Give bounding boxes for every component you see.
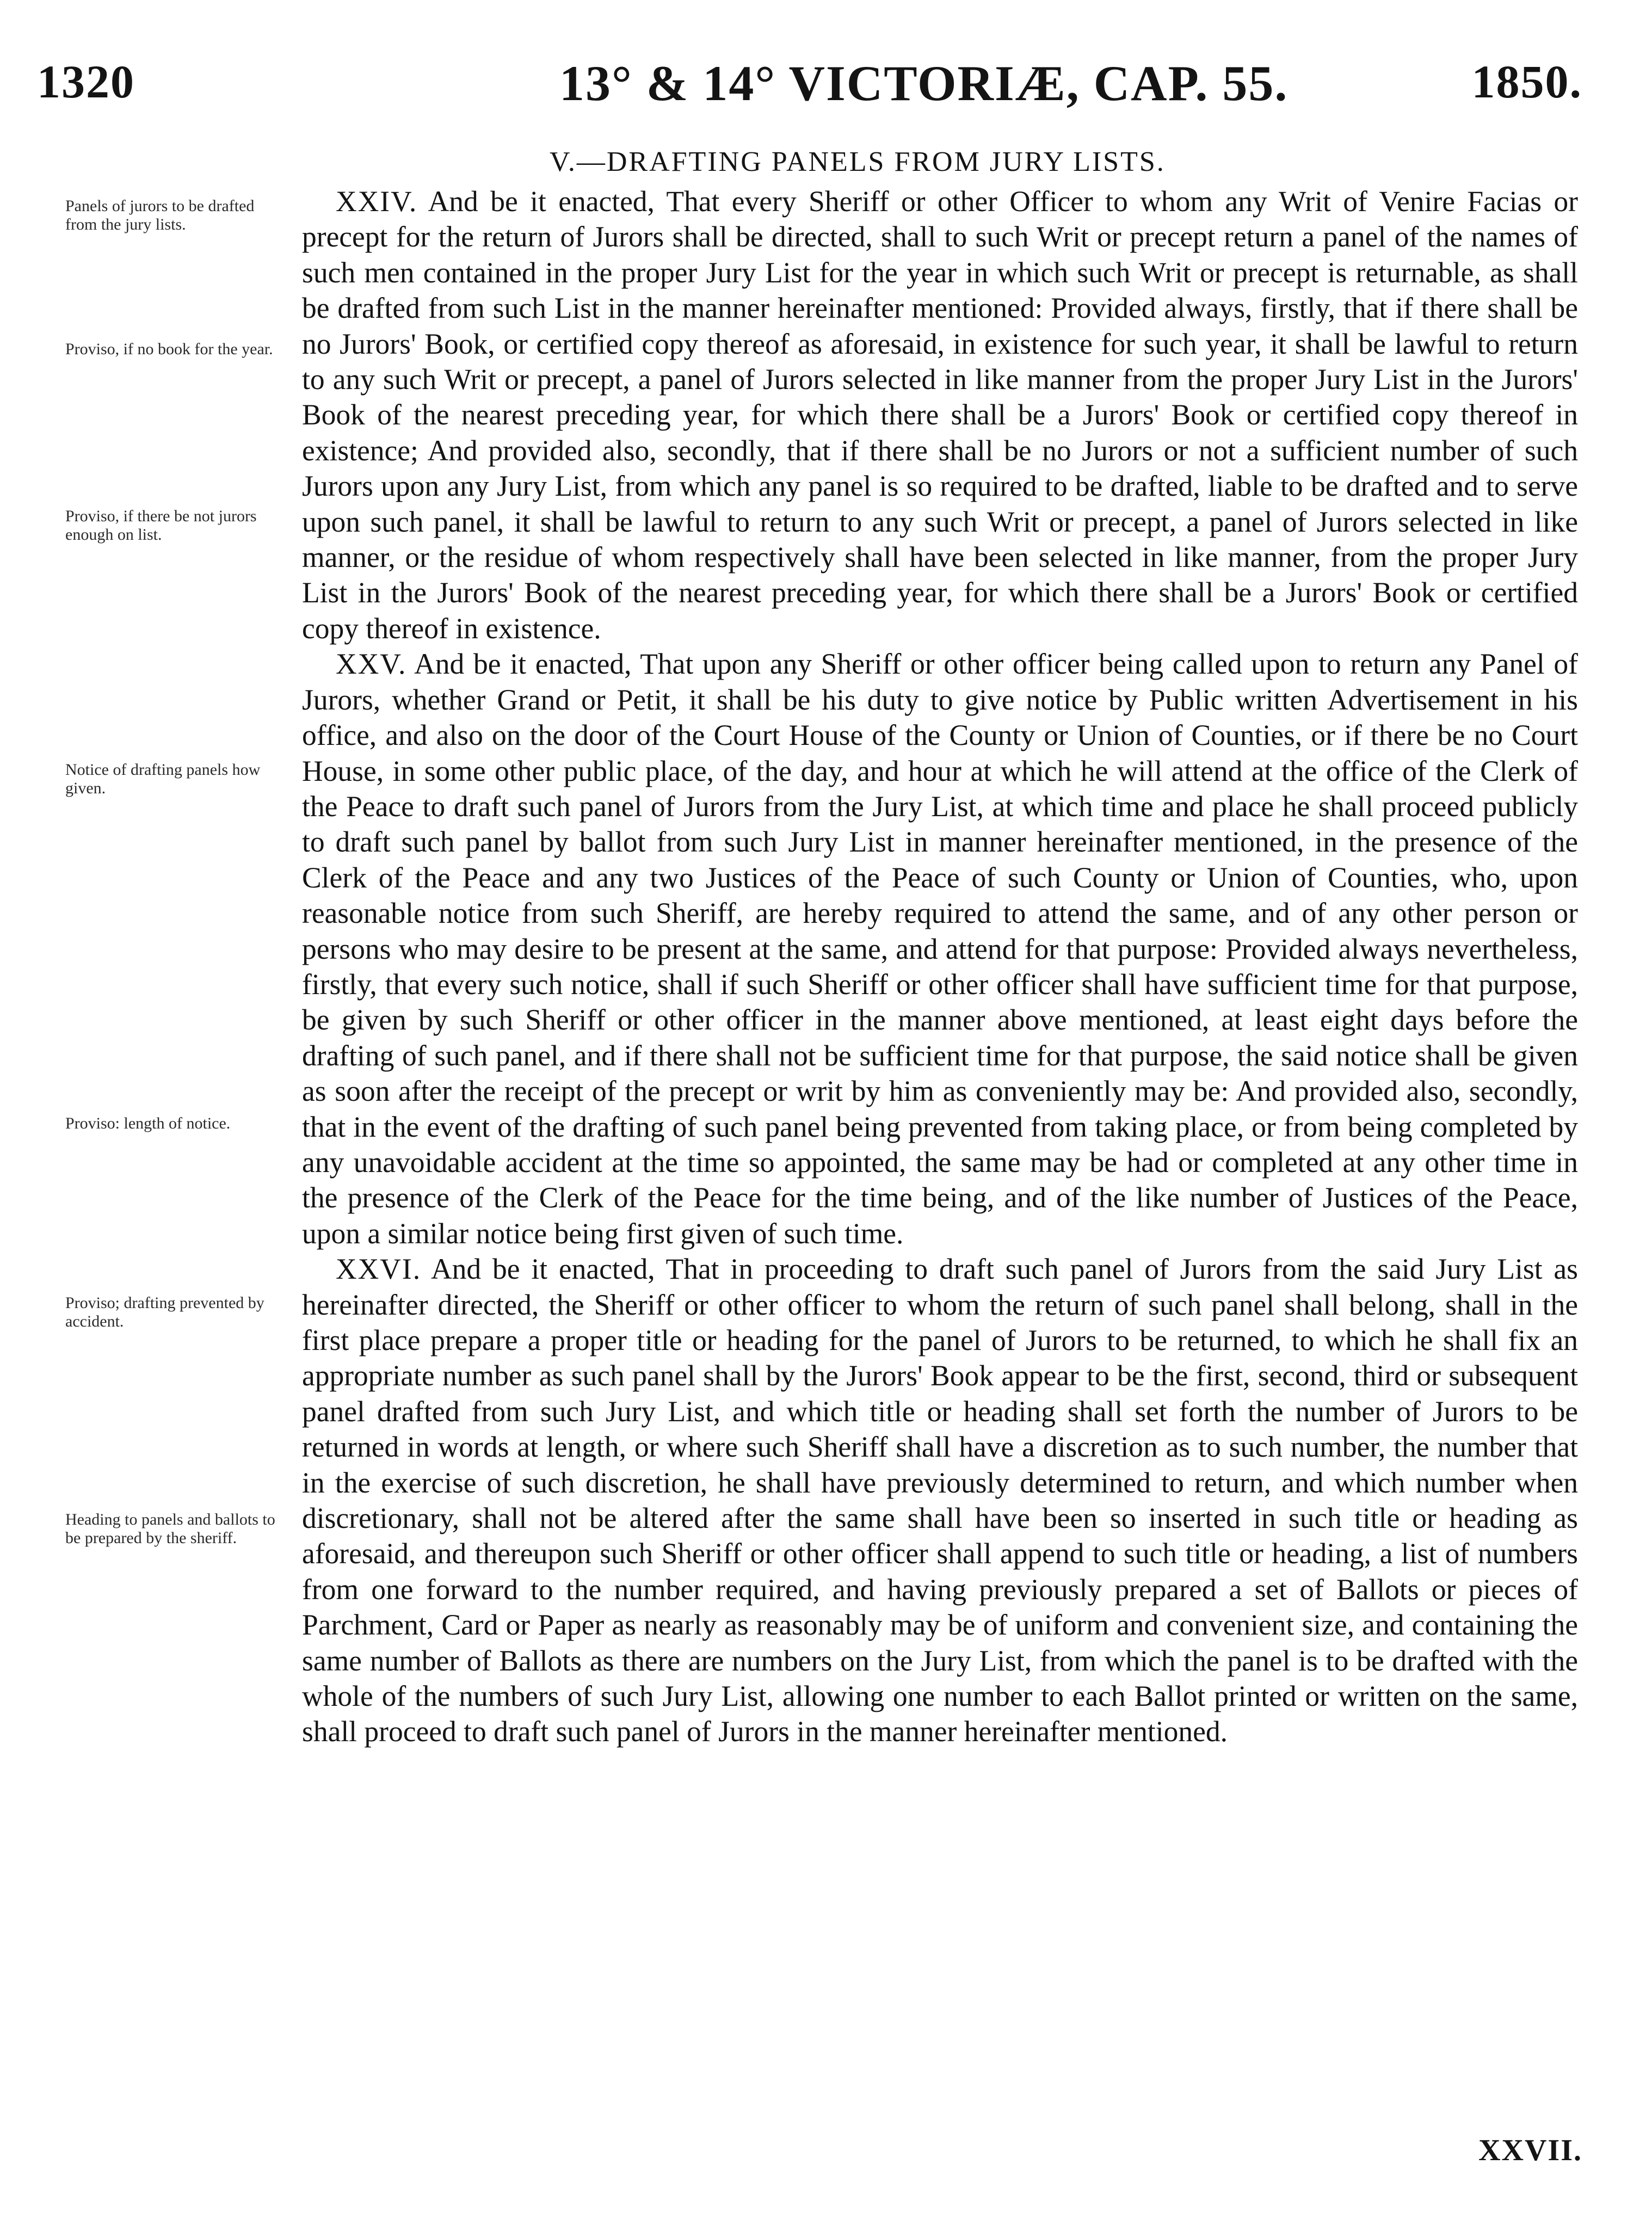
section-number: XXV. [336, 648, 407, 681]
margin-note-drafting-prevented: Proviso; drafting prevented by accident. [65, 1294, 264, 1330]
act-title: 13° & 14° VICTORIÆ, CAP. 55. [559, 56, 1289, 111]
section-paragraph [302, 646, 1578, 1251]
section-paragraph [302, 1251, 1578, 1750]
section-paragraph [302, 184, 1578, 646]
margin-note-no-book: Proviso, if no book for the year. [65, 340, 273, 358]
section-text: And be it enacted, That upon any Sheriff or other officer being called upon to return any Panel of Jurors, whether Grand or Petit, it shall be his duty to give notice by Public written Advertisement in his office, and also on the door of the Court House of the County or Union of Counties, or if there be no Court House, in some other public place, of the day, and hour at which he will attend at the office of the Clerk of the Peace to draft such panel of Jurors from the Jury List, at which time and place he shall proceed publicly to draft such panel by ballot from such Jury List in manner hereinafter mentioned, in the presence of the Clerk of the Peace and any two Justices of the Peace of such County or Union of Counties, who, upon reasonable notice from such Sheriff, are hereby required to attend the same, and of any other person or persons who may desire to be present at the same, and attend for that purpose: Provided always nevertheless, firstly, that every such notice, shall if such Sheriff or other officer shall have sufficient time for that purpose, be given by such Sheriff or other officer in the manner above mentioned, at least eight days before the drafting of such panel, and if there shall not be sufficient time for that purpose, the said notice shall be given as soon after the receipt of the precept or writ by him as conveniently may be: And provided also, secondly, that in the event of the drafting of such panel being prevented from taking place, or from being completed by any unavoidable accident at the time so appointed, the same may be had or completed at any other time in the presence of the Clerk of the Peace for the time being, and of the like number of Justices of the Peace, upon a similar notice being first given of such time. [302, 648, 1578, 1250]
year: 1850. [1471, 56, 1582, 108]
margin-note-length-of-notice: Proviso: length of notice. [65, 1114, 231, 1132]
section-number: XXVI. [336, 1253, 422, 1286]
catchword: XXVII. [1478, 2133, 1582, 2167]
section-text: And be it enacted, That in proceeding to draft such panel of Jurors from the said Jury List as hereinafter directed, the Sheriff or other officer to whom the return of such panel shall belong, shall in the first place prepare a proper title or heading for the panel of Jurors to be returned, to which he shall fix an appropriate number as such panel shall by the Jurors' Book appear to be the first, second, third or subsequent panel drafted from such Jury List, and which title or heading shall set forth the number of Jurors to be returned in words at length, or where such Sheriff shall have a discretion as to such number, the number that in the exercise of such discretion, he shall have previously determined to return, and which number when discretionary, shall not be altered after the same shall have been so inserted in such title or heading as aforesaid, and thereupon such Sheriff or other officer shall append to such title or heading, a list of numbers from one forward to the number required, and having previously prepared a set of Ballots or pieces of Parchment, Card or Paper as nearly as reasonably may be of uniform and convenient size, and containing the same number of Ballots as there are numbers on the Jury List, from which the panel is to be drafted with the whole of the numbers of such Jury List, allowing one number to each Ballot printed or written on the same, shall proceed to draft such panel of Jurors in the manner hereinafter mentioned. [302, 1253, 1578, 1748]
page-number: 1320 [37, 56, 135, 108]
margin-note-not-enough-jurors: Proviso, if there be not jurors enough on list. [65, 507, 257, 544]
body-text [302, 184, 1578, 1750]
running-header [37, 54, 1582, 114]
section-number: XXIV. [336, 185, 418, 218]
margin-note-panels-drafted: Panels of jurors to be drafted from the jury lists. [65, 197, 255, 233]
margin-note-heading-ballots: Heading to panels and ballots to be prepared by the sheriff. [65, 1510, 275, 1547]
margin-note-notice-how-given: Notice of drafting panels how given. [65, 761, 261, 797]
section-text: And be it enacted, That every Sheriff or other Officer to whom any Writ of Venire Facias or precept for the return of Jurors shall be directed, shall to such Writ or precept return a panel of the names of such men contained in the proper Jury List for the year in which such Writ or precept is returnable, as shall be drafted from such List in the manner hereinafter mentioned: Provided always, firstly, that if there shall be no Jurors' Book, or certified copy thereof as aforesaid, in existence for such year, it shall be lawful to return to any such Writ or precept, a panel of Jurors selected in like manner from the proper Jury List in the Jurors' Book of the nearest preceding year, for which there shall be a Jurors' Book or certified copy thereof in existence; And provided also, secondly, that if there shall be no Jurors or not a sufficient number of such Jurors upon any Jury List, from which any panel is so required to be drafted, liable to be drafted and to serve upon such panel, it shall be lawful to return to any such Writ or precept, a panel of Jurors selected in like manner, or the residue of whom respectively shall have been selected in like manner, from the proper Jury List in the Jurors' Book of the nearest preceding year, for which there shall be a Jurors' Book or certified copy thereof in existence. [302, 185, 1578, 645]
section-heading: V.—DRAFTING PANELS FROM JURY LISTS. [550, 146, 1166, 177]
